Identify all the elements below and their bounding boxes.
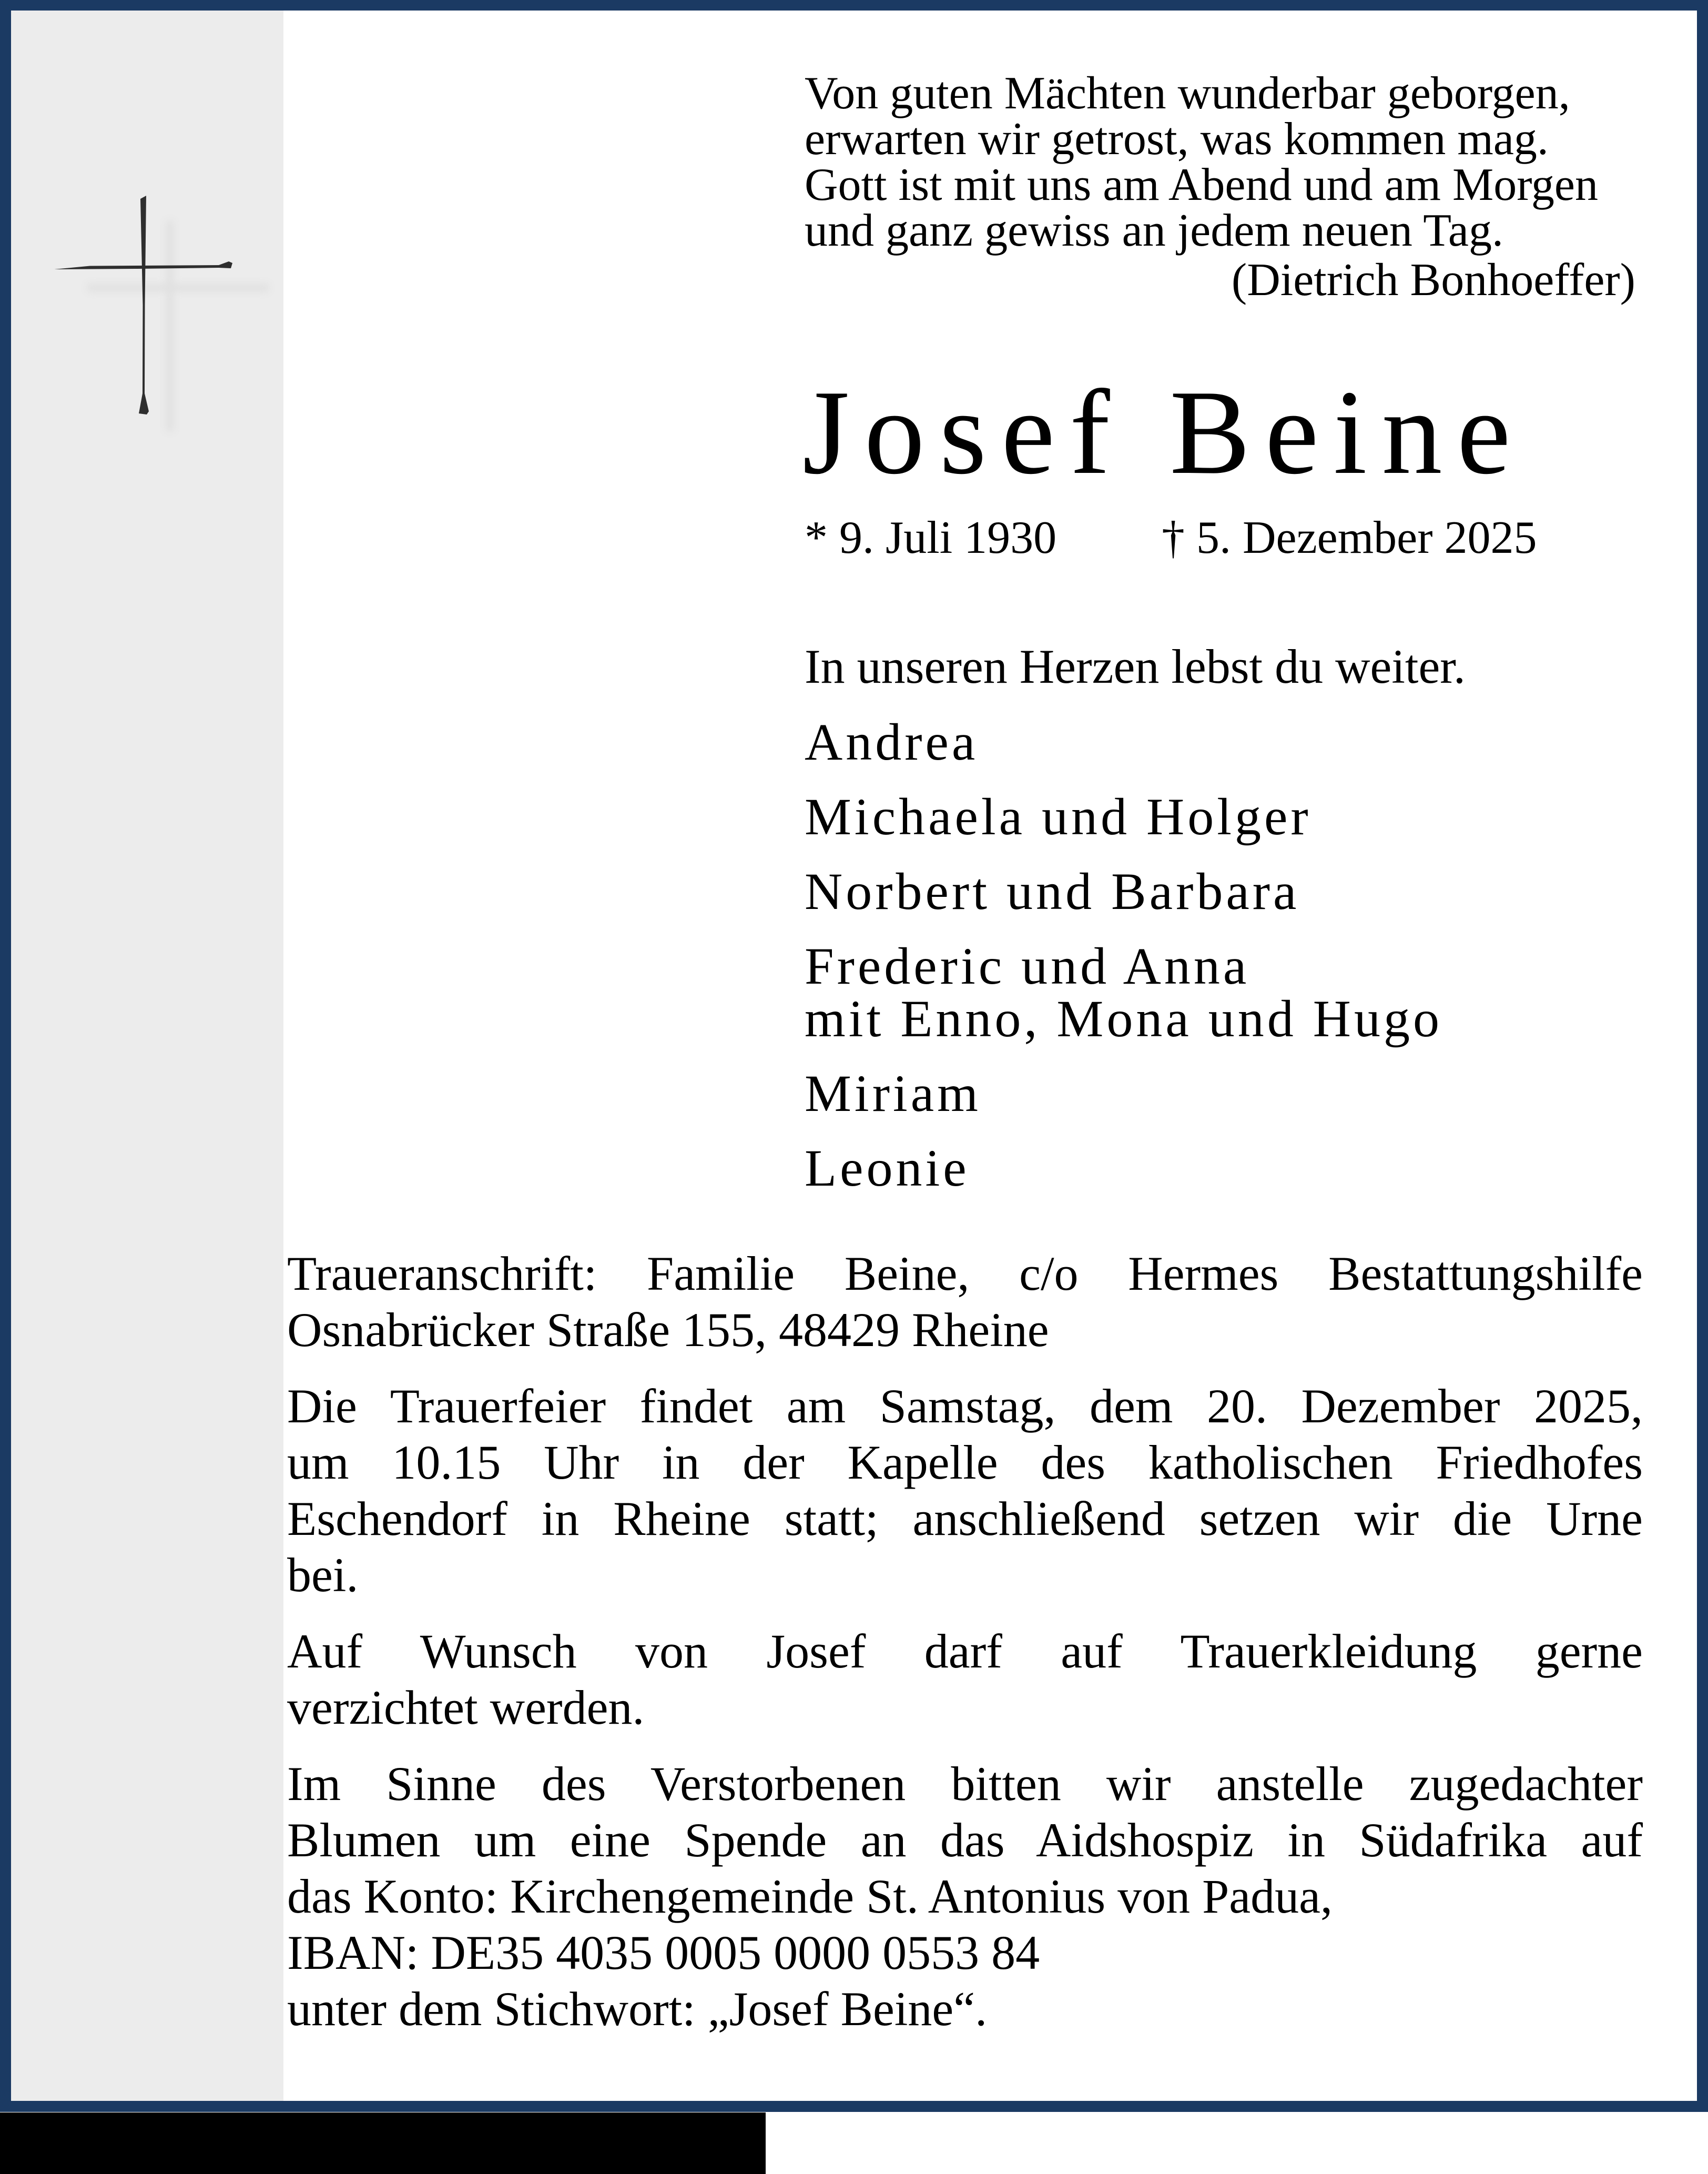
mourner-entry — [805, 937, 1442, 1048]
notice-line: Im Sinne des Verstorbenen bitten wir anstelle zugedachter — [287, 1757, 1643, 1811]
notice-line: Die Trauerfeier findet am Samstag, dem 20. Dezember 2025, — [287, 1379, 1643, 1433]
mourner-name: Leonie — [805, 1139, 970, 1197]
quote-line: und ganz gewiss an jedem neuen Tag. — [805, 205, 1503, 256]
opening-quote — [805, 70, 1598, 254]
life-dates — [805, 512, 1537, 563]
mourner-name: Frederic und Anna — [805, 937, 1250, 995]
mourner-entry — [805, 787, 1442, 846]
mourner-grandchildren: mit Enno, Mona und Hugo — [805, 989, 1442, 1048]
notice-line: bei. — [287, 1548, 359, 1602]
mourners-list — [805, 713, 1442, 1217]
iban-line: IBAN: DE35 4035 0005 0000 0553 84 — [287, 1926, 1040, 1979]
quote-attribution: (Dietrich Bonhoeffer) — [1231, 255, 1635, 306]
quote-line: Gott ist mit uns am Abend und am Morgen — [805, 159, 1598, 210]
notice-line: um 10.15 Uhr in der Kapelle des katholischen Friedhofes — [287, 1435, 1643, 1489]
funeral-service-paragraph — [287, 1378, 1643, 1603]
notice-line: Eschendorf in Rheine statt; anschließend setzen wir die Urne — [287, 1492, 1643, 1545]
left-strip — [11, 11, 283, 2101]
notice-line: verzichtet werden. — [287, 1681, 645, 1734]
notice-line: Osnabrücker Straße 155, 48429 Rheine — [287, 1303, 1049, 1357]
mourner-entry — [805, 1139, 1442, 1197]
mourner-name: Norbert und Barbara — [805, 862, 1300, 921]
quote-line: erwarten wir getrost, was kommen mag. — [805, 114, 1549, 165]
notice-line: Auf Wunsch von Josef darf auf Trauerkleidung gerne — [287, 1624, 1643, 1678]
birth-date: * 9. Juli 1930 — [805, 512, 1057, 563]
notice-line: Blumen um eine Spende an das Aidshospiz in Südafrika auf — [287, 1813, 1643, 1867]
mourner-entry — [805, 862, 1442, 921]
clothing-wish-paragraph — [287, 1623, 1643, 1736]
funeral-notices — [287, 1246, 1643, 2057]
mourning-address-paragraph — [287, 1246, 1643, 1358]
notice-line: Traueranschrift: Familie Beine, c/o Hermes Bestattungshilfe — [287, 1247, 1643, 1300]
mourner-name: Michaela und Holger — [805, 787, 1312, 846]
mourner-name: Miriam — [805, 1064, 981, 1123]
cross-icon — [11, 168, 283, 494]
remembrance-line: In unseren Herzen lebst du weiter. — [805, 640, 1466, 693]
mourner-entry — [805, 1064, 1442, 1123]
deceased-name: Josef Beine — [802, 365, 1526, 499]
death-date: † 5. Dezember 2025 — [1162, 512, 1537, 563]
scan-black-bar — [0, 2112, 766, 2174]
keyword-line: unter dem Stichwort: „Josef Beine“. — [287, 1982, 988, 2036]
mourner-entry — [805, 713, 1442, 771]
mourner-name: Andrea — [805, 713, 979, 771]
quote-line: Von guten Mächten wunderbar geborgen, — [805, 68, 1570, 119]
donation-paragraph — [287, 1756, 1643, 2037]
notice-line: das Konto: Kirchengemeinde St. Antonius von Padua, — [287, 1869, 1333, 1923]
